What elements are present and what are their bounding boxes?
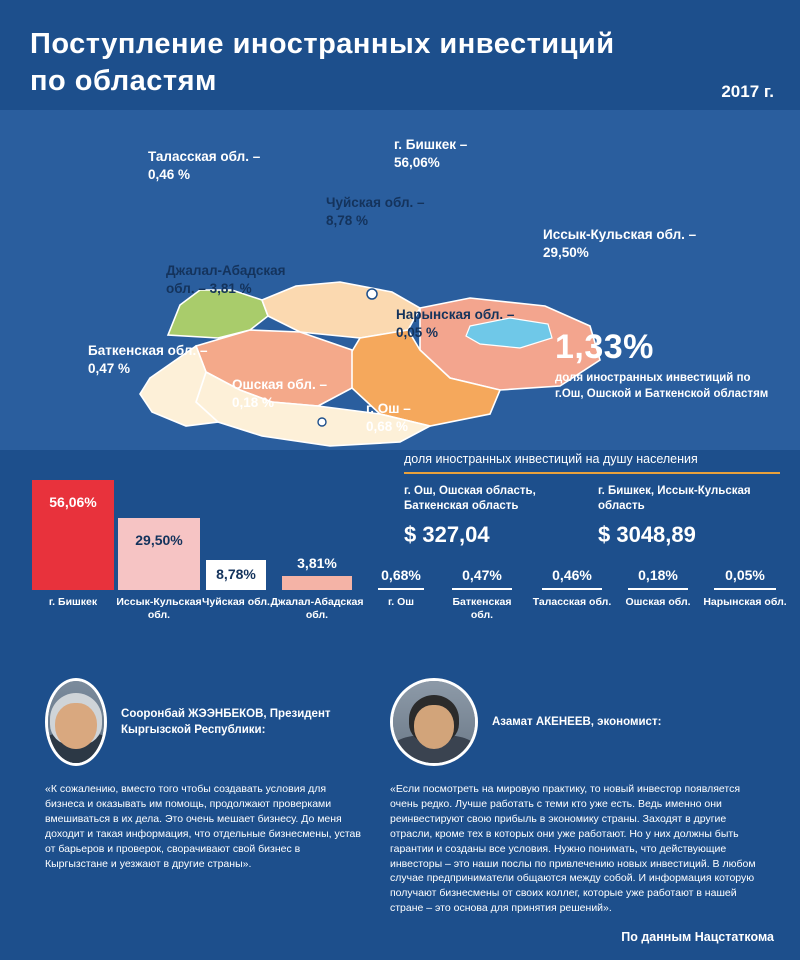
bar-rect-talas bbox=[542, 567, 602, 590]
map-label-dzhalal-abadskaya: Джалал-Абадская обл. – 3,81 % bbox=[166, 263, 286, 297]
header bbox=[0, 0, 800, 110]
avatar bbox=[390, 678, 478, 766]
map-marker-bishkek bbox=[367, 289, 377, 299]
bar-value: 3,81% bbox=[297, 555, 337, 571]
map-label-talasskaya: Таласская обл. – 0,46 % bbox=[148, 149, 261, 183]
quote-block-economist bbox=[390, 678, 770, 916]
quote-block-president bbox=[45, 678, 365, 871]
quote-author: Азамат АКЕНЕЕВ, экономист: bbox=[492, 715, 662, 728]
source-credit: По данным Нацстаткома bbox=[621, 930, 774, 944]
map-label-osh-city: г. Ош – 0,68 % bbox=[366, 401, 411, 435]
bar-item bbox=[116, 518, 202, 622]
bar-item bbox=[532, 567, 612, 608]
bar-label: г. Бишкек bbox=[48, 596, 98, 608]
per-capita-value: $ 3048,89 bbox=[598, 521, 696, 547]
map-label-batkenskaya: Баткенская обл. – 0,47 % bbox=[88, 343, 208, 377]
bar-rect-osh-city bbox=[378, 567, 424, 590]
bar-value: 8,78% bbox=[216, 566, 256, 582]
year-badge: 2017 г. bbox=[721, 82, 774, 101]
bar-value: 29,50% bbox=[135, 532, 183, 548]
per-capita-caption: г. Бишкек, Иссык-Кульская область bbox=[598, 485, 751, 512]
bar-label: Иссык-Кульская обл. bbox=[116, 596, 202, 622]
bar-label: Чуйская обл. bbox=[202, 596, 270, 608]
bar-item bbox=[378, 567, 424, 608]
map-section bbox=[0, 110, 800, 450]
bar-label: Нарынская обл. bbox=[703, 596, 787, 608]
quote-text: «К сожалению, вместо того чтобы создавать условия для бизнеса и оказывать им помощь, продолжают проверками вмешиваться в их дела. Это очень мешает бизнесу. До меня доходит и такая информация, что отдельные бизнесмены, устав от барьеров и проверок, сворачивают свой бизнес в Кыргызстане и уезжают в другие страны». bbox=[45, 783, 361, 870]
callout-share bbox=[555, 328, 775, 402]
map-label-oshskaya: Ошская обл. – 0,18 % bbox=[232, 377, 327, 411]
bar-value: 56,06% bbox=[49, 494, 97, 510]
bar-item bbox=[270, 555, 364, 622]
bar-chart bbox=[0, 452, 800, 642]
bar-rect-jalal-abad bbox=[282, 555, 352, 590]
bar-label: Ошская обл. bbox=[625, 596, 691, 608]
bar-item bbox=[32, 480, 114, 608]
bar-label: Таласская обл. bbox=[532, 596, 612, 608]
bar-rect-osh-region bbox=[628, 567, 688, 590]
per-capita-caption: г. Ош, Ошская область, Баткенская область bbox=[404, 485, 536, 512]
kyrgyzstan-map bbox=[0, 110, 800, 450]
bar-item bbox=[625, 567, 691, 608]
bar-value: 0,05% bbox=[725, 567, 765, 583]
quote-text: «Если посмотреть на мировую практику, то новый инвестор появляется очень редко. Лучше работать с теми кто уже есть. Ведь именно они реинвестируют свою прибыль в экономику страны. Заходят в другие отрасли, кроме тех в которых они уже работают. Но у них должны быть гарантии и созданы все условия. Нужно понимать, что действующие инвесторы – это наши послы по привлечению новых инвестиций. В любом случае предприниматели общаются между собой. И информация которую получают бизнесмены от своих коллег, которые уже работают в нашей стране – это основа для принятия решений». bbox=[390, 783, 756, 915]
map-marker-osh bbox=[318, 418, 326, 426]
map-label-issyk-kulskaya: Иссык-Кульская обл. – 29,50% bbox=[543, 227, 697, 261]
bar-value: 0,46% bbox=[552, 567, 592, 583]
map-label-chuyskaya: Чуйская обл. – 8,78 % bbox=[326, 195, 425, 229]
avatar-face bbox=[414, 705, 454, 749]
bar-label: Джалал-Абадская обл. bbox=[270, 596, 364, 622]
callout-value: 1,33% bbox=[555, 328, 654, 366]
quotes-section bbox=[0, 660, 800, 960]
bar-value: 0,47% bbox=[462, 567, 502, 583]
bar-value: 0,68% bbox=[381, 567, 421, 583]
bar-rect-bishkek bbox=[32, 480, 114, 590]
bar-rect-naryn bbox=[714, 567, 776, 590]
bar-rect-chuy bbox=[206, 560, 266, 590]
bar-item bbox=[703, 567, 787, 608]
avatar-face bbox=[55, 703, 97, 749]
quote-author: Сооронбай ЖЭЭНБЕКОВ, Президент Кыргызской Республики: bbox=[121, 707, 331, 736]
map-label-narynskaya: Нарынская обл. – 0,05 % bbox=[396, 307, 515, 341]
map-label-bishkek: г. Бишкек – 56,06% bbox=[394, 137, 468, 171]
callout-description: доля иностранных инвестиций по г.Ош, Ошской и Баткенской областям bbox=[555, 372, 769, 400]
per-capita-value: $ 327,04 bbox=[404, 521, 490, 547]
per-capita-title: доля иностранных инвестиций на душу населения bbox=[404, 452, 698, 466]
bar-item bbox=[452, 567, 512, 622]
bar-item bbox=[202, 560, 270, 608]
bar-label: г. Ош bbox=[387, 596, 415, 608]
bar-value: 0,18% bbox=[638, 567, 678, 583]
page-title: Поступление иностранных инвестиций по областям bbox=[30, 28, 615, 98]
bar-label: Баткенская обл. bbox=[452, 596, 512, 622]
avatar bbox=[45, 678, 107, 766]
bar-rect-batken bbox=[452, 567, 512, 590]
bar-rect-issyk-kul bbox=[118, 518, 200, 590]
